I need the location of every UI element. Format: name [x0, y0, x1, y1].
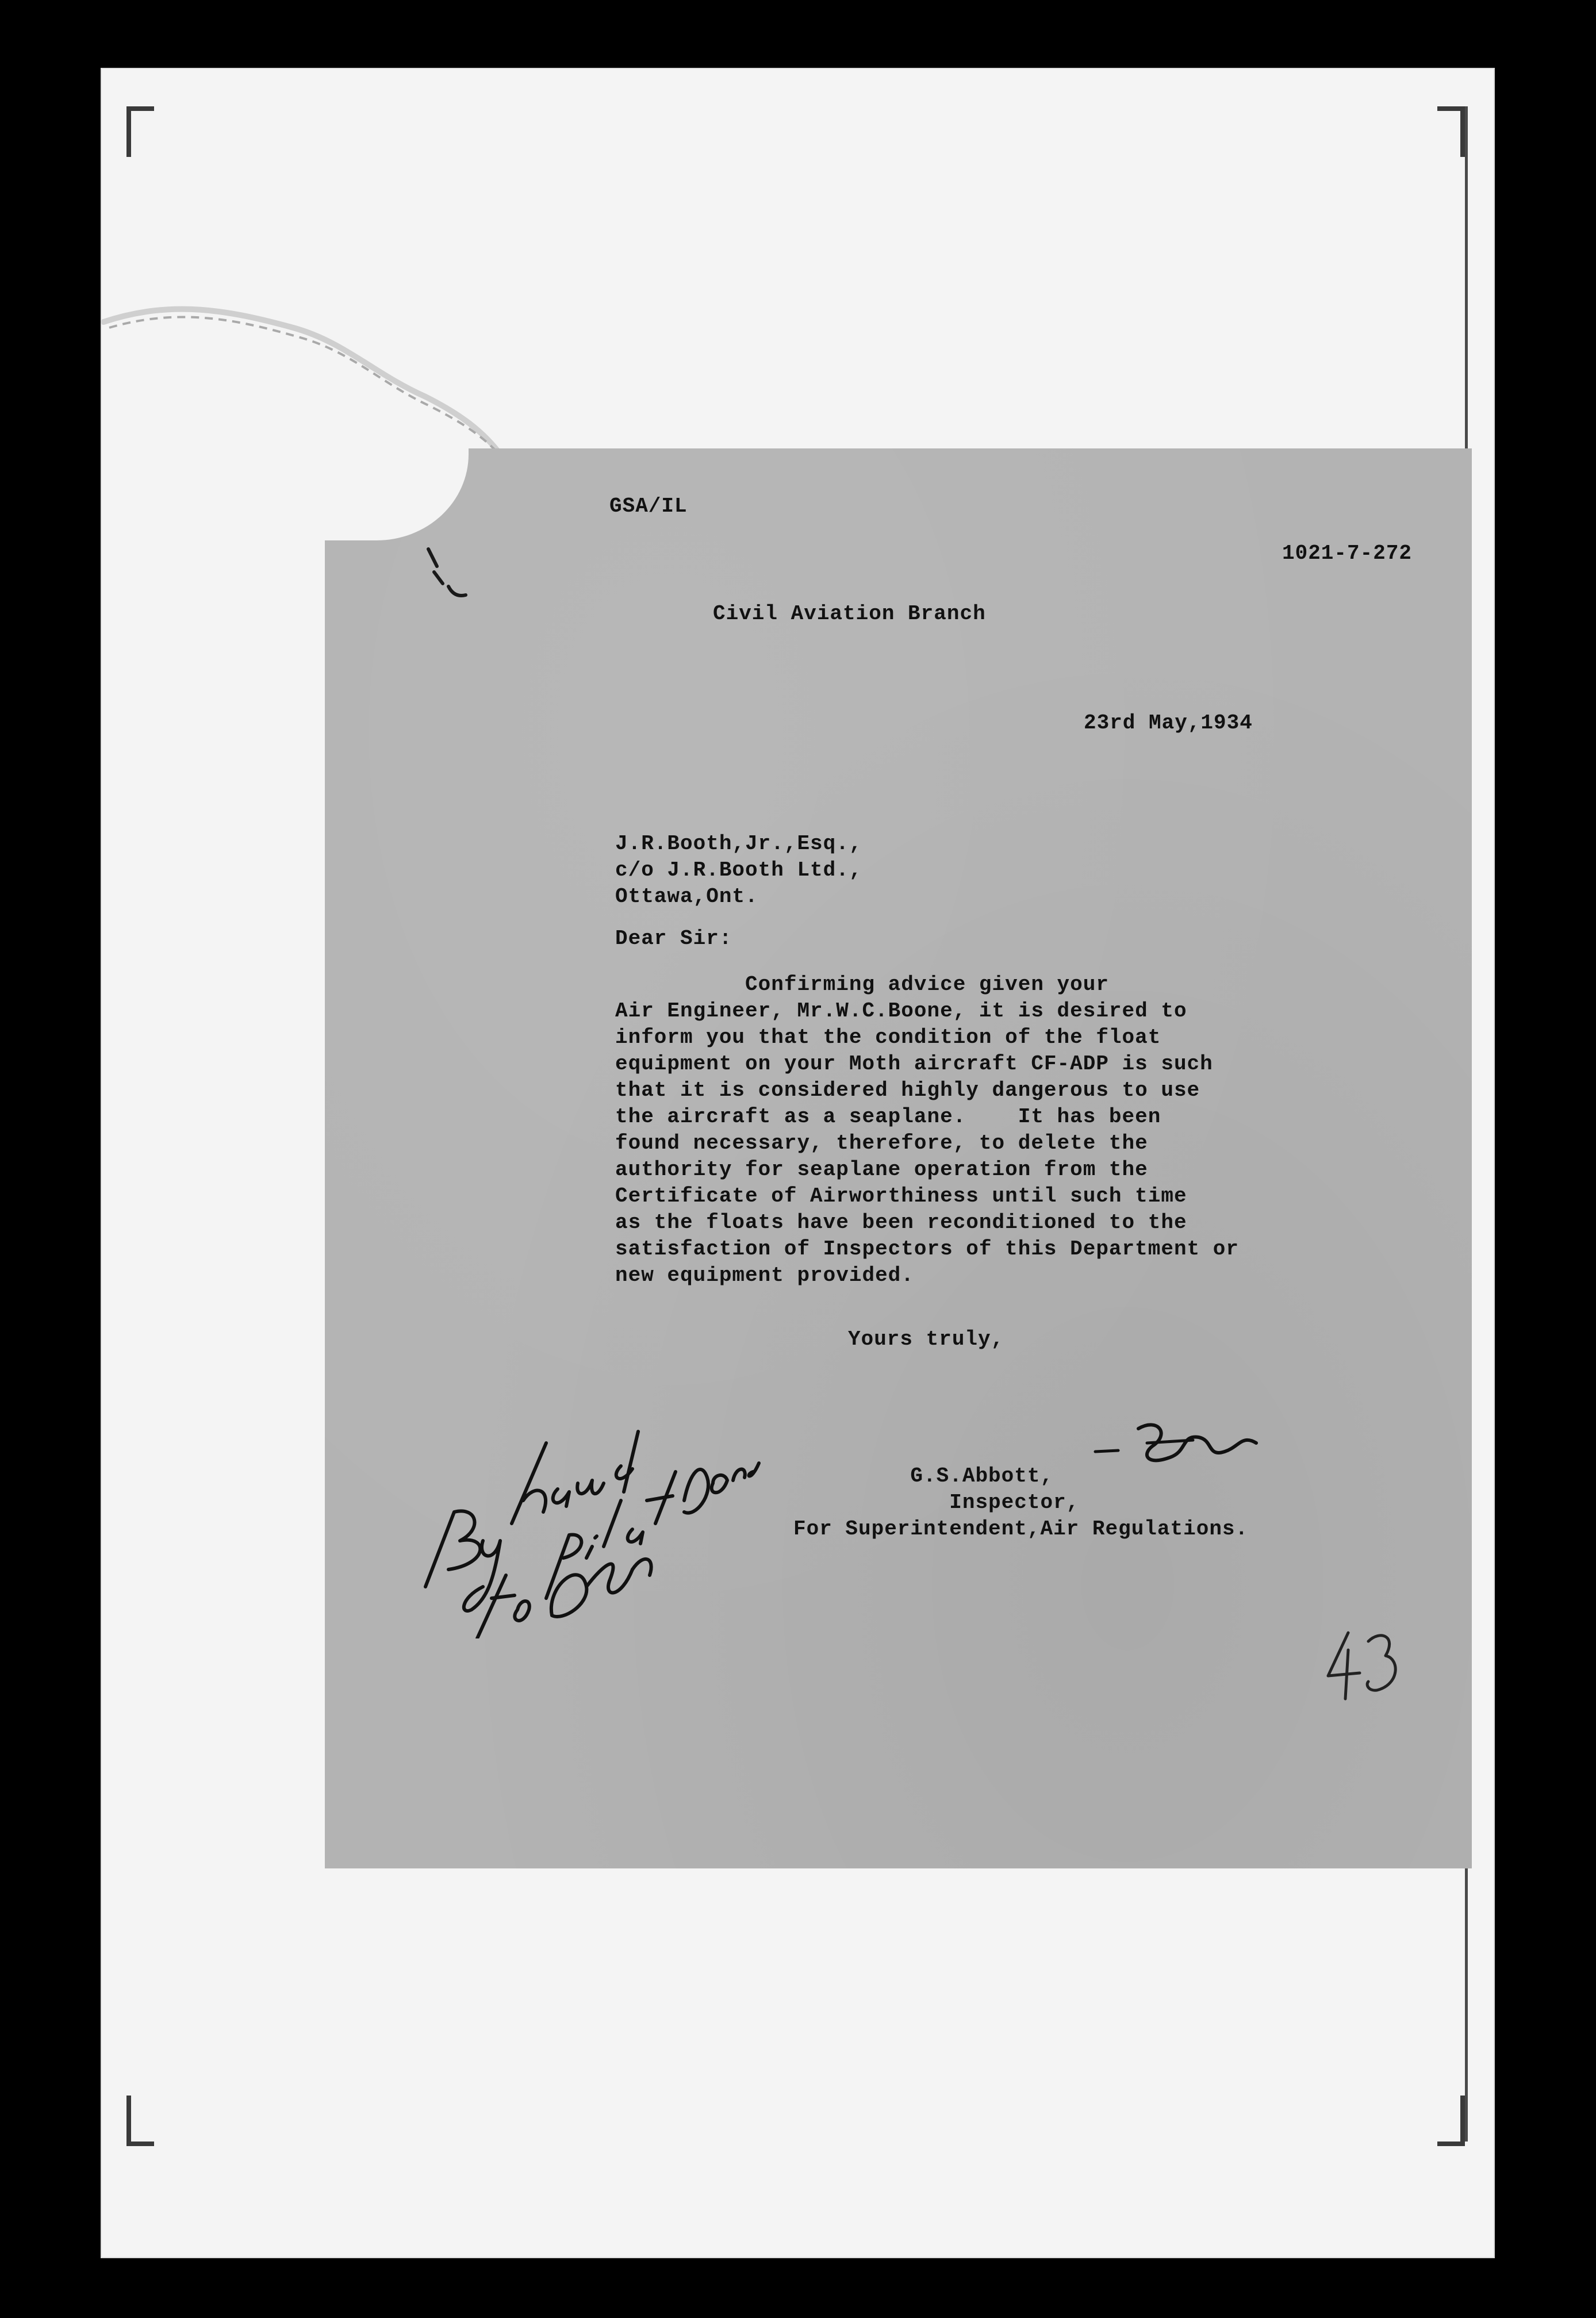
letter-date: 23rd May,1934 [1084, 711, 1253, 735]
file-number: 1021-7-272 [1282, 542, 1413, 565]
signatory-office: For Superintendent,Air Regulations. [793, 1517, 1249, 1541]
crop-mark-bottom-left [126, 2096, 154, 2146]
recipient-line: J.R.Booth,Jr.,Esq., [615, 832, 862, 855]
body-line: equipment on your Moth aircraft CF-ADP is such [615, 1052, 1213, 1076]
crop-mark-top-right [1437, 106, 1465, 157]
margin-pencil-mark [417, 543, 480, 607]
salutation: Dear Sir: [615, 927, 732, 950]
crop-mark-top-left [126, 106, 154, 157]
body-line: Air Engineer, Mr.W.C.Boone, it is desired to [615, 999, 1187, 1023]
body-line: found necessary, therefore, to delete the [615, 1131, 1148, 1155]
body-line: the aircraft as a seaplane. It has been [615, 1105, 1161, 1129]
handwritten-note [414, 1368, 770, 1638]
signatory-title: Inspector, [793, 1491, 1080, 1514]
body-line: authority for seaplane operation from the [615, 1158, 1148, 1181]
body-line: as the floats have been reconditioned to the [615, 1211, 1187, 1234]
body-line: new equipment provided. [615, 1264, 914, 1287]
recipient-line: Ottawa,Ont. [615, 885, 758, 908]
body-line: that it is considered highly dangerous to use [615, 1079, 1200, 1102]
body-line: inform you that the condition of the float [615, 1026, 1161, 1049]
signatory-name: G.S.Abbott, [793, 1464, 1054, 1488]
signature-block [793, 1463, 1248, 1542]
letterhead-branch: Civil Aviation Branch [713, 602, 986, 625]
letter-body [615, 972, 1239, 1289]
file-reference-initials: GSA/IL [609, 494, 688, 518]
body-line: Confirming advice given your [615, 973, 1109, 996]
closing: Yours truly, [848, 1327, 1004, 1351]
body-line: satisfaction of Inspectors of this Department or [615, 1237, 1239, 1261]
folio-number [1322, 1627, 1403, 1702]
crop-mark-bottom-right [1437, 2096, 1465, 2146]
binding-string [103, 287, 506, 460]
recipient-address [615, 831, 862, 910]
body-line: Certificate of Airworthiness until such time [615, 1184, 1187, 1208]
recipient-line: c/o J.R.Booth Ltd., [615, 858, 862, 882]
